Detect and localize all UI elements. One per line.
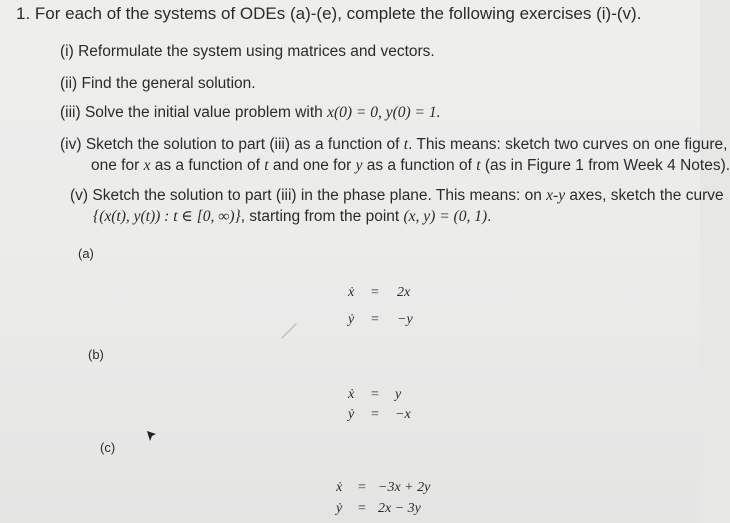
- math-axes: x-y: [546, 187, 566, 204]
- exercise-v-text: axes, sketch the curve: [565, 187, 724, 204]
- eq-rhs: 2x − 3y: [378, 501, 421, 516]
- exercise-ii: (ii) Find the general solution.: [60, 75, 256, 92]
- eq-op: =: [358, 480, 366, 495]
- exercise-iii: [60, 104, 441, 122]
- system-a-label: (a): [78, 246, 94, 261]
- cursor-arrow-icon: [146, 430, 158, 444]
- problem-heading: 1. For each of the systems of ODEs (a)-(e), complete the following exercises (i)-(v).: [16, 4, 642, 23]
- exercise-iii-text: (iii) Solve the initial value problem with: [60, 104, 328, 121]
- math-set: {(x(t), y(t)) : t ∈ [0, ∞)}: [93, 208, 241, 225]
- exercise-iv-text: as a function of: [150, 157, 265, 174]
- exercise-iv-line1: [60, 136, 727, 154]
- exercise-v-line1: [70, 187, 724, 205]
- exercise-v-text: .: [487, 208, 492, 225]
- pencil-stroke-mark: [280, 320, 300, 342]
- exercise-iv-text: . This means: sketch two curves on one figure,: [408, 136, 728, 153]
- exercise-i: (i) Reformulate the system using matrices and vectors.: [60, 43, 435, 60]
- system-c-label: (c): [100, 440, 116, 455]
- eq-lhs: ẏ: [348, 312, 355, 327]
- math-point: (x, y) = (0, 1): [403, 208, 488, 225]
- eq-op: =: [371, 387, 379, 402]
- eq-rhs: 2x: [397, 285, 411, 300]
- exercise-v-line2: [93, 207, 491, 226]
- eq-op: =: [358, 501, 366, 516]
- exercise-iv-text: one for: [91, 157, 144, 174]
- eq-lhs: ẋ: [348, 387, 355, 402]
- eq-lhs: ẋ: [348, 285, 355, 300]
- eq-rhs: −3x + 2y: [378, 480, 431, 495]
- eq-op: =: [371, 407, 379, 422]
- exercise-v-text: , starting from the point: [240, 208, 404, 225]
- exercise-iv-text: as a function of: [362, 157, 477, 174]
- eq-lhs: ẏ: [348, 407, 355, 422]
- math-var: x: [143, 157, 151, 174]
- eq-op: =: [371, 285, 379, 300]
- exercise-iv-text: and one for: [268, 157, 356, 174]
- eq-rhs: −y: [397, 312, 413, 327]
- initial-condition: x(0) = 0, y(0) = 1.: [327, 104, 441, 121]
- eq-rhs: −x: [395, 407, 411, 422]
- system-b-label: (b): [88, 347, 104, 362]
- exercise-v-text: (v) Sketch the solution to part (iii) in the phase plane. This means: on: [70, 187, 547, 204]
- eq-lhs: ẋ: [336, 480, 343, 495]
- exercise-iv-line2: [91, 157, 730, 175]
- system-b-equations: [340, 387, 480, 437]
- eq-rhs: y: [395, 387, 402, 402]
- eq-lhs: ẏ: [336, 501, 343, 516]
- exercise-iv-text: (as in Figure 1 from Week 4 Notes).: [480, 157, 730, 174]
- math-var: y: [355, 157, 363, 174]
- math-var: t: [264, 157, 269, 174]
- system-c-equations: [328, 480, 508, 522]
- eq-op: =: [371, 312, 379, 327]
- math-var: t: [403, 136, 409, 153]
- math-var: t: [476, 157, 481, 174]
- system-a-equations: [340, 285, 480, 335]
- exercise-iv-text: (iv) Sketch the solution to part (iii) as a function of: [60, 136, 404, 153]
